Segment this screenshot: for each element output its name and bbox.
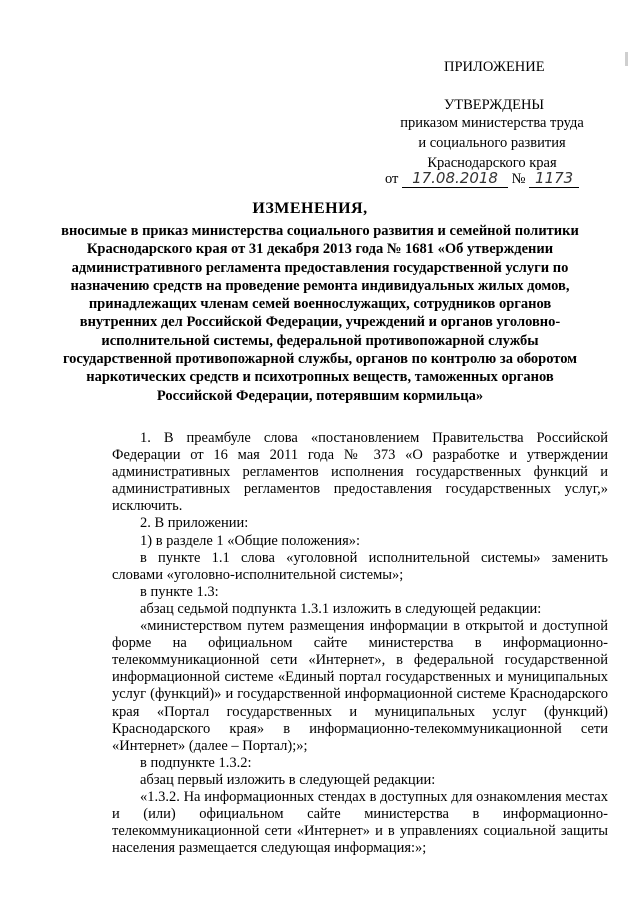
paragraph-4: в пункте 1.1 слова «уголовной исполнительной системы» заменить словами «уголовно-исполнительной системы»; <box>112 549 608 583</box>
order-line-3: Краснодарского края <box>427 155 557 171</box>
paragraph-8: в подпункте 1.3.2: <box>140 754 252 771</box>
paragraph-1: 1. В преамбуле слова «постановлением Правительства Российской Федерации от 16 мая 2011 года № 373 «О разработке и утверждении административных регламентов исполнения государственных функций и административных регламентов предоставления государственных услуг,» исключить. <box>112 430 608 515</box>
paragraph-9: абзац первый изложить в следующей редакции: <box>140 771 436 788</box>
paragraph-7: «министерством путем размещения информации в открытой и доступной форме на официальном сайте министерства в информационно-телекоммуникационной сети «Интернет», в федеральной государственной информационной системе «Единый портал государственных и муниципальных услуг (функций)» и государственной информационной системе Краснодарского края «Портал государственных и муниципальных услуг (функций) Краснодарского края» в информационно-телекоммуникационной сети «Интернет» (далее – Портал);»; <box>112 618 608 754</box>
order-date-line <box>385 170 579 188</box>
paragraph-10: «1.3.2. На информационных стендах в доступных для ознакомления местах и (или) официальном сайте министерства в информационно-телекоммуникационной сети «Интернет» и в управлениях социальной защиты населения размещается следующая информация:»; <box>112 788 608 857</box>
paragraph-3: 1) в разделе 1 «Общие положения»: <box>140 532 361 549</box>
paragraph-2: 2. В приложении: <box>140 515 249 532</box>
paragraph-5: в пункте 1.3: <box>140 583 219 600</box>
scan-edge-mark <box>625 52 628 66</box>
appendix-label: ПРИЛОЖЕНИЕ <box>444 59 545 75</box>
paragraph-6: абзац седьмой подпункта 1.3.1 изложить в следующей редакции: <box>140 600 542 617</box>
date-prefix: от <box>385 171 399 187</box>
order-line-1: приказом министерства труда <box>400 115 584 131</box>
document-subtitle: вносимые в приказ министерства социального развития и семейной политики Краснодарского края от 31 декабря 2013 года № 1681 «Об утверждении административного регламента предоставления государственной услуги по назначению средств на проведение ремонта индивидуальных жилых домов, принадлежащих членам семей военнослужащих, сотрудников органов внутренних дел Российской Федерации, учреждений и органов уголовно-исполнительной системы, федеральной противопожарной службы государственной противопожарной службы, органов по контролю за оборотом наркотических средств и психотропных веществ, таможенных органов Российской Федерации, потерявшим кормильца» <box>61 223 579 404</box>
approved-label: УТВЕРЖДЕНЫ <box>444 97 545 113</box>
handwritten-number: 1173 <box>529 170 579 188</box>
order-line-2: и социального развития <box>418 135 566 151</box>
number-prefix: № <box>511 171 526 187</box>
document-title: ИЗМЕНЕНИЯ, <box>252 200 368 217</box>
document-body <box>112 430 608 857</box>
handwritten-date: 17.08.2018 <box>402 170 508 188</box>
